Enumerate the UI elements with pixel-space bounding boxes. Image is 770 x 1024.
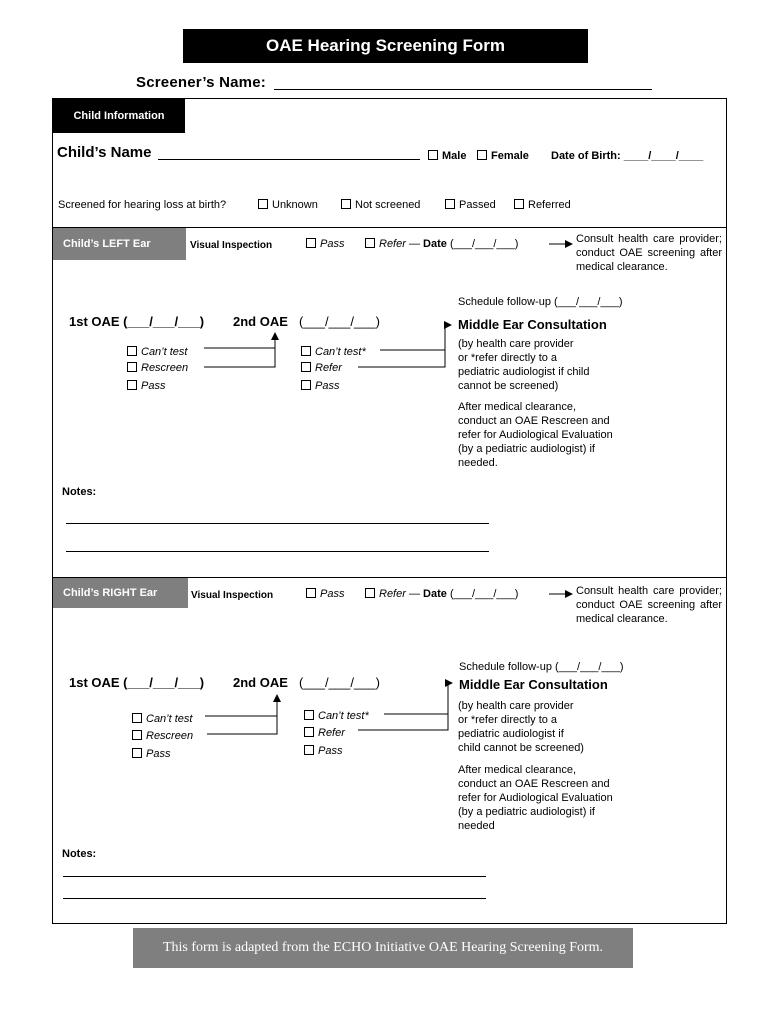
left-date-label: Date: [423, 238, 447, 250]
left-oae1[interactable]: 1st OAE (___/___/___): [69, 314, 205, 329]
left-followup[interactable]: Schedule follow-up (___/___/___): [458, 296, 623, 308]
left-mec-title: Middle Ear Consultation: [458, 317, 607, 332]
left-visual-date[interactable]: (___/___/___): [449, 238, 519, 250]
right-col1-rescreen: Rescreen: [146, 730, 194, 742]
right-visual-date[interactable]: (___/___/___): [449, 588, 519, 600]
right-oae2-label: 2nd OAE: [233, 675, 288, 690]
form-title: OAE Hearing Screening Form: [183, 29, 588, 63]
left-visual-pass-label: Pass: [320, 238, 345, 250]
right-date-label: Date: [423, 588, 447, 600]
left-consult-note: Consult health care provider; conduct OAE screening after medical clearance.: [576, 233, 722, 273]
left-mec-text: (by health care provider or *refer directly to a pediatric audiologist if child cannot be screened): [458, 338, 590, 392]
right-visual-label: Visual Inspection: [191, 590, 274, 601]
screened-question: Screened for hearing loss at birth?: [58, 199, 227, 211]
left-oae2-date[interactable]: (___/___/___): [299, 314, 380, 329]
left-col2-canttest: Can’t test*: [315, 346, 366, 358]
left-visual-label: Visual Inspection: [190, 240, 273, 251]
male-label: Male: [442, 150, 467, 162]
child-info-header: Child Information: [53, 99, 185, 133]
right-col1-pass: Pass: [146, 748, 171, 760]
left-after-text: After medical clearance, conduct an OAE Rescreen and refer for Audiological Evaluation (by a pediatric audiologist) if needed.: [458, 401, 613, 469]
passed-label: Passed: [459, 199, 496, 211]
right-after-text: After medical clearance, conduct an OAE Rescreen and refer for Audiological Evaluation (by a pediatric audiologist) if needed: [458, 764, 613, 832]
unknown-label: Unknown: [272, 199, 318, 211]
child-name-label: Child’s Name: [57, 144, 152, 161]
right-oae2-date[interactable]: (___/___/___): [299, 675, 380, 690]
right-ear-header: Child’s RIGHT Ear: [53, 578, 188, 608]
left-visual-refer-label: Refer: [379, 238, 406, 250]
screener-name-label: Screener’s Name:: [136, 74, 266, 91]
right-mec-title: Middle Ear Consultation: [459, 677, 608, 692]
female-label: Female: [491, 150, 529, 162]
left-col2-refer: Refer: [315, 362, 342, 374]
left-col1-pass: Pass: [141, 380, 166, 392]
left-col1-canttest: Can’t test: [141, 346, 188, 358]
dob-field[interactable]: Date of Birth: ____/____/____: [551, 150, 704, 162]
footer-note: This form is adapted from the ECHO Initiative OAE Hearing Screening Form.: [133, 928, 633, 968]
right-notes-label: Notes:: [62, 848, 97, 860]
right-col1-canttest: Can’t test: [146, 713, 193, 725]
not-screened-label: Not screened: [355, 199, 421, 211]
right-col2-refer: Refer: [318, 727, 345, 739]
right-visual-refer-label: Refer: [379, 588, 406, 600]
right-oae1[interactable]: 1st OAE (___/___/___): [69, 675, 205, 690]
right-consult-note: Consult health care provider; conduct OAE screening after medical clearance.: [576, 585, 722, 625]
left-ear-header: Child’s LEFT Ear: [53, 228, 186, 260]
right-followup[interactable]: Schedule follow-up (___/___/___): [459, 661, 624, 673]
left-col1-rescreen: Rescreen: [141, 362, 189, 374]
right-visual-pass-label: Pass: [320, 588, 345, 600]
right-mec-text: (by health care provider or *refer directly to a pediatric audiologist if child cannot be screened): [458, 700, 584, 754]
left-oae2-label: 2nd OAE: [233, 314, 288, 329]
right-col2-pass: Pass: [318, 745, 343, 757]
referred-label: Referred: [528, 199, 571, 211]
right-col2-canttest: Can’t test*: [318, 710, 369, 722]
left-notes-label: Notes:: [62, 486, 97, 498]
left-col2-pass: Pass: [315, 380, 340, 392]
